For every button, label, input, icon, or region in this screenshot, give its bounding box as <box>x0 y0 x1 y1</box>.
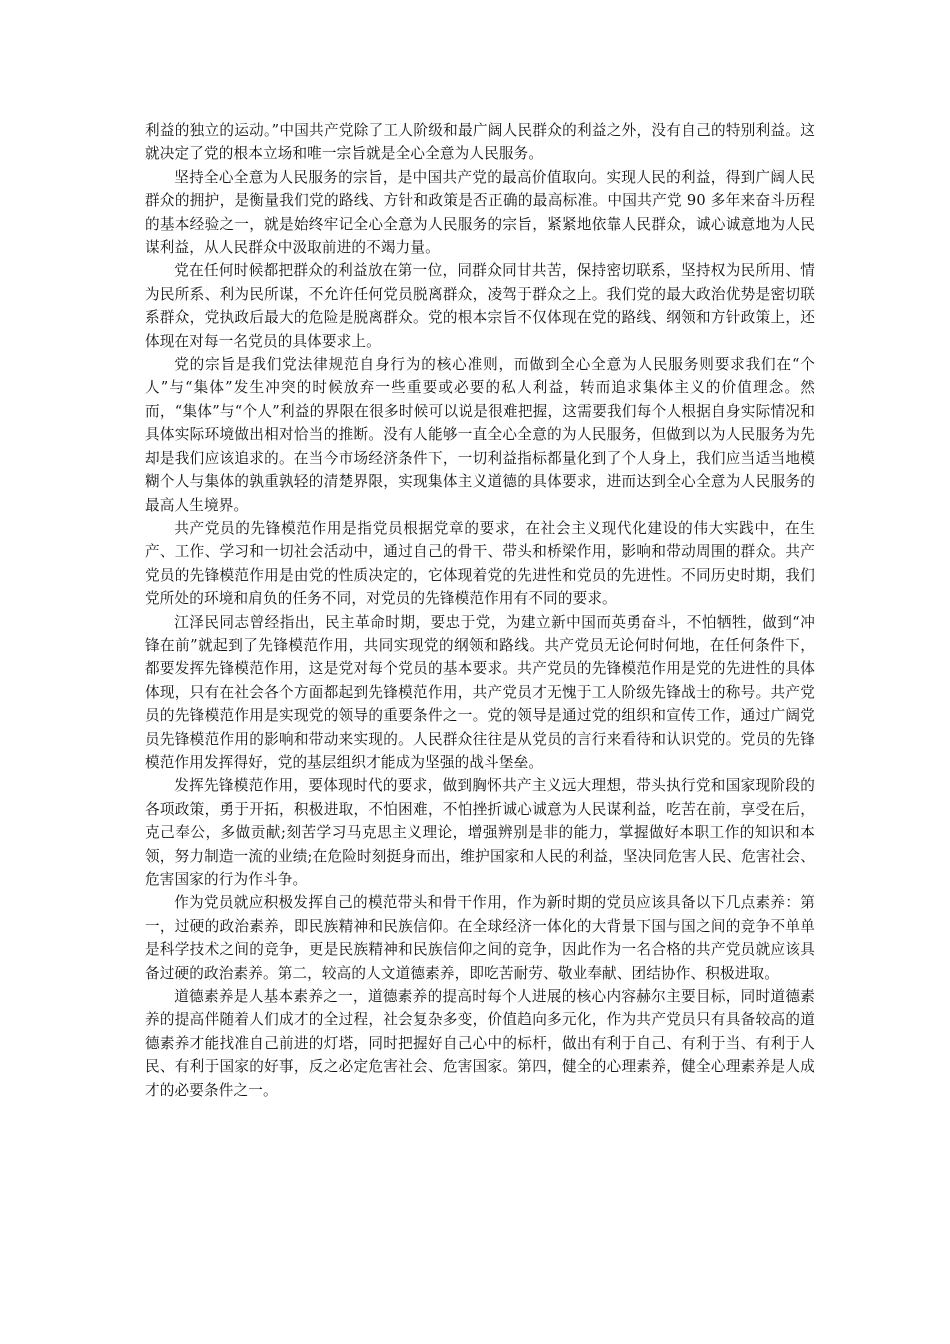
paragraph-9: 道德素养是人基本素养之一，道德素养的提高时每个人进展的核心内容赫尔主要目标，同时道德素养的提高伴随着人们成才的全过程，社会复杂多变，价值趋向多元化，作为共产党员只有具备较高的道德素养才能找准自己前进的灯塔，同时把握好自己心中的标杆，做出有利于自己、有利于当、有利于人民、有利于国家的好事，反之必定危害社会、危害国家。第四，健全的心理素养，健全心理素养是人成才的必要条件之一。 <box>145 988 815 1099</box>
paragraph-3: 党在任何时候都把群众的利益放在第一位，同群众同甘共苦，保持密切联系，坚持权为民所用、情为民所系、利为民所谋，不允许任何党员脱离群众，凌驾于群众之上。我们党的最大政治优势是密切联系群众，党执政后最大的危险是脱离群众。党的根本宗旨不仅体现在党的路线、纲领和方针政策上，还体现在对每一名党员的具体要求上。 <box>145 262 815 350</box>
paragraph-6: 江泽民同志曾经指出，民主革命时期，要忠于党，为建立新中国而英勇奋斗，不怕牺牲，做到“冲锋在前”就起到了先锋模范作用，共同实现党的纲领和路线。共产党员无论何时何地，在任何条件下，都要发挥先锋模范作用，这是党对每个党员的基本要求。共产党员的先锋模范作用是党的先进性的具体体现，只有在社会各个方面都起到先锋模范作用，共产党员才无愧于工人阶级先锋战士的称号。共产党员的先锋模范作用是实现党的领导的重要条件之一。党的领导是通过党的组织和宣传工作，通过广阔党员先锋模范作用的影响和带动来实现的。人民群众往往是从党员的言行来看待和认识党的。党员的先锋模范作用发挥得好，党的基层组织才能成为坚强的战斗堡垒。 <box>145 613 815 771</box>
paragraph-7: 发挥先锋模范作用，要体现时代的要求，做到胸怀共产主义远大理想，带头执行党和国家现阶段的各项政策，勇于开拓，积极进取，不怕困难，不怕挫折诚心诚意为人民谋利益，吃苦在前，享受在后，克己奉公，多做贡献;刻苦学习马克思主义理论，增强辨别是非的能力，掌握做好本职工作的知识和本领，努力制造一流的业绩;在危险时刻挺身而出，维护国家和人民的利益，坚决同危害人民、危害社会、危害国家的行为作斗争。 <box>145 777 815 888</box>
paragraph-1: 利益的独立的运动。”中国共产党除了工人阶级和最广阔人民群众的利益之外，没有自己的特别利益。这就决定了党的根本立场和唯一宗旨就是全心全意为人民服务。 <box>145 122 815 163</box>
document-body <box>145 119 815 1102</box>
paragraph-5: 共产党员的先锋模范作用是指党员根据党章的要求，在社会主义现代化建设的伟大实践中，在生产、工作、学习和一切社会活动中，通过自己的骨干、带头和桥梁作用，影响和带动周围的群众。共产党员的先锋模范作用是由党的性质决定的，它体现着党的先进性和党员的先进性。不同历史时期，我们党所处的环境和肩负的任务不同，对党员的先锋模范作用有不同的要求。 <box>145 519 815 608</box>
paragraph-4: 党的宗旨是我们党法律规范自身行为的核心准则，而做到全心全意为人民服务则要求我们在“个人”与“集体”发生冲突的时候放弃一些重要或必要的私人利益，转而追求集体主义的价值理念。然而，“集体”与“个人”利益的界限在很多时候可以说是很难把握，这需要我们每个人根据自身实际情况和具体实际环境做出相对恰当的推断。没有人能够一直全心全意的为人民服务，但做到以为人民服务为先却是我们应该追求的。在当今市场经济条件下，一切利益指标都量化到了个人身上，我们应当适当地模糊个人与集体的孰重孰轻的清楚界限，实现集体主义道德的具体要求，进而达到全心全意为人民服务的最高人生境界。 <box>145 356 815 514</box>
paragraph-8: 作为党员就应积极发挥自己的模范带头和骨干作用，作为新时期的党员应该具备以下几点素养：第一，过硬的政治素养，即民族精神和民族信仰。在全球经济一体化的大背景下国与国之间的竞争不单单是科学技术之间的竞争，更是民族精神和民族信仰之间的竞争，因此作为一名合格的共产党员就应该具备过硬的政治素养。第二，较高的人文道德素养，即吃苦耐劳、敬业奉献、团结协作、积极进取。 <box>145 894 815 982</box>
paragraph-2: 坚持全心全意为人民服务的宗旨，是中国共产党的最高价值取向。实现人民的利益，得到广阔人民群众的拥护，是衡量我们党的路线、方针和政策是否正确的最高标准。中国共产党 90 多年来奋斗历程的基本经验之一，就是始终牢记全心全意为人民服务的宗旨，紧紧地依靠人民群众，诚心诚意地为人民谋利益，从人民群众中汲取前进的不竭力量。 <box>145 168 815 257</box>
